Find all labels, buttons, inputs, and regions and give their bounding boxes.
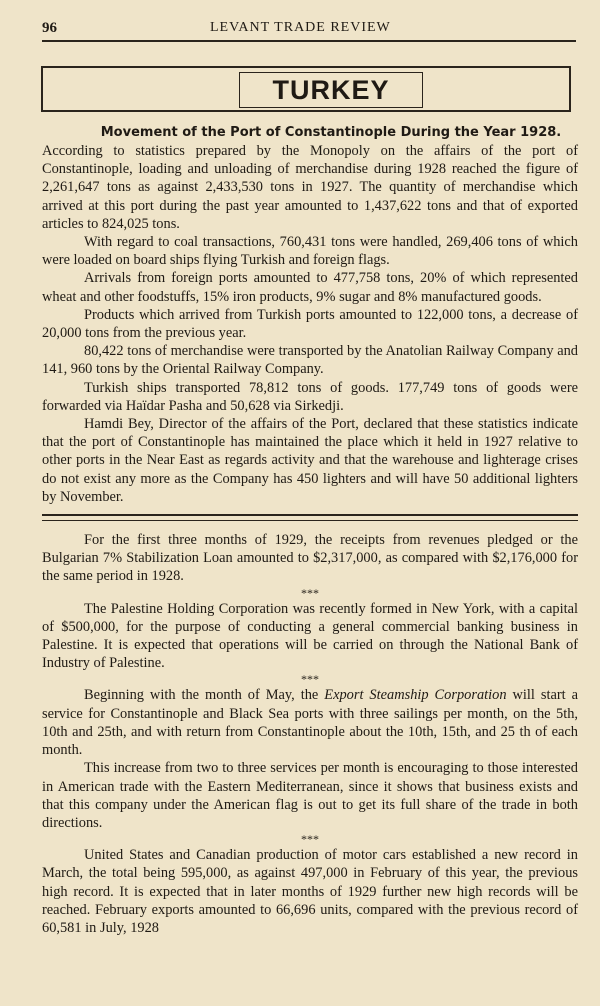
separator-stars: *** xyxy=(301,672,319,687)
separator-stars: *** xyxy=(301,832,319,847)
separator-stars: *** xyxy=(301,585,319,600)
section-title: TURKEY xyxy=(239,72,423,108)
article-body xyxy=(42,124,578,937)
running-title: LEVANT TRADE REVIEW xyxy=(210,20,391,35)
paragraph: According to statistics prepared by the Monopoly on the affairs of the port of Constantinople, loading and unloading of merchandise during 1928 reached the figure of 2,261,647 tons as against 2,433,530 tons in 1927. The quantity of merchandise which arrived at this port during the past year amounted to 1,437,622 tons and that of exported articles to 824,025 tons. xyxy=(42,143,578,232)
company-name: Export Steamship Corporation xyxy=(324,687,507,704)
article-headline: Movement of the Port of Constantinople During the Year 1928. xyxy=(100,125,562,140)
paragraph: Hamdi Bey, Director of the affairs of the Port, declared that these statistics indicate that the port of Constantinople has maintained the place which it held in 1927 relative to other ports in the Near East as regards activity and that the warehouse and lighterage crises do not exist any more as the Company has 450 lighters and will have 50 additional lighters by November. xyxy=(42,416,578,505)
note-text: Beginning with the month of May, the xyxy=(84,687,325,704)
page-number: 96 xyxy=(42,20,57,36)
paragraph: Arrivals from foreign ports amounted to 477,758 tons, 20% of which represented wheat and other foodstuffs, 15% iron products, 9% sugar and 8% manufactured goods. xyxy=(42,270,578,305)
section-divider xyxy=(42,514,578,521)
paragraph: With regard to coal transactions, 760,431 tons were handled, 269,406 tons of which were loaded on board ships flying Turkish and foreign flags. xyxy=(42,234,578,269)
news-note: This increase from two to three services per month is encouraging to those interested in American trade with the Eastern Mediterranean, since it shows that business exists and that this company under the American flag is out to get its full share of the trade in both directions. xyxy=(42,760,578,831)
paragraph: 80,422 tons of merchandise were transported by the Anatolian Railway Company and 141, 960 tons by the Oriental Railway Company. xyxy=(42,343,578,378)
paragraph: Products which arrived from Turkish ports amounted to 122,000 tons, a decrease of 20,000 tons from the previous year. xyxy=(42,306,578,342)
section-title-box xyxy=(41,66,571,112)
news-note xyxy=(42,686,578,759)
news-note: For the first three months of 1929, the receipts from revenues pledged or the Bulgarian 7% Stabilization Loan amounted to $2,317,000, as compared with $2,176,000 for the same period in 1928. xyxy=(42,532,578,585)
page-header xyxy=(42,18,576,42)
news-note: The Palestine Holding Corporation was recently formed in New York, with a capital of $500,000, for the purpose of conducting a general commercial banking business in Palestine. It is expected that operations will be carried on through the National Bank of Industry of Palestine. xyxy=(42,600,578,672)
paragraph: Turkish ships transported 78,812 tons of goods. 177,749 tons of goods were forwarded via Haïdar Pasha and 50,628 via Sirkedji. xyxy=(42,379,578,414)
note-text: will start a service for Constantinople and Black Sea ports with three sailings per month, on the 5th, 10th and 25th, and with return from Constantinople about the 10th, 15th, and 25 th of each month. xyxy=(42,687,578,759)
news-note: United States and Canadian production of motor cars established a new record in March, the total being 595,000, as against 497,000 in February of this year, the previous high record. It is expected that in later months of 1929 further new high records will be reached. February exports amounted to 66,696 units, compared with the previous record of 60,581 in July, 1928 xyxy=(42,847,578,936)
